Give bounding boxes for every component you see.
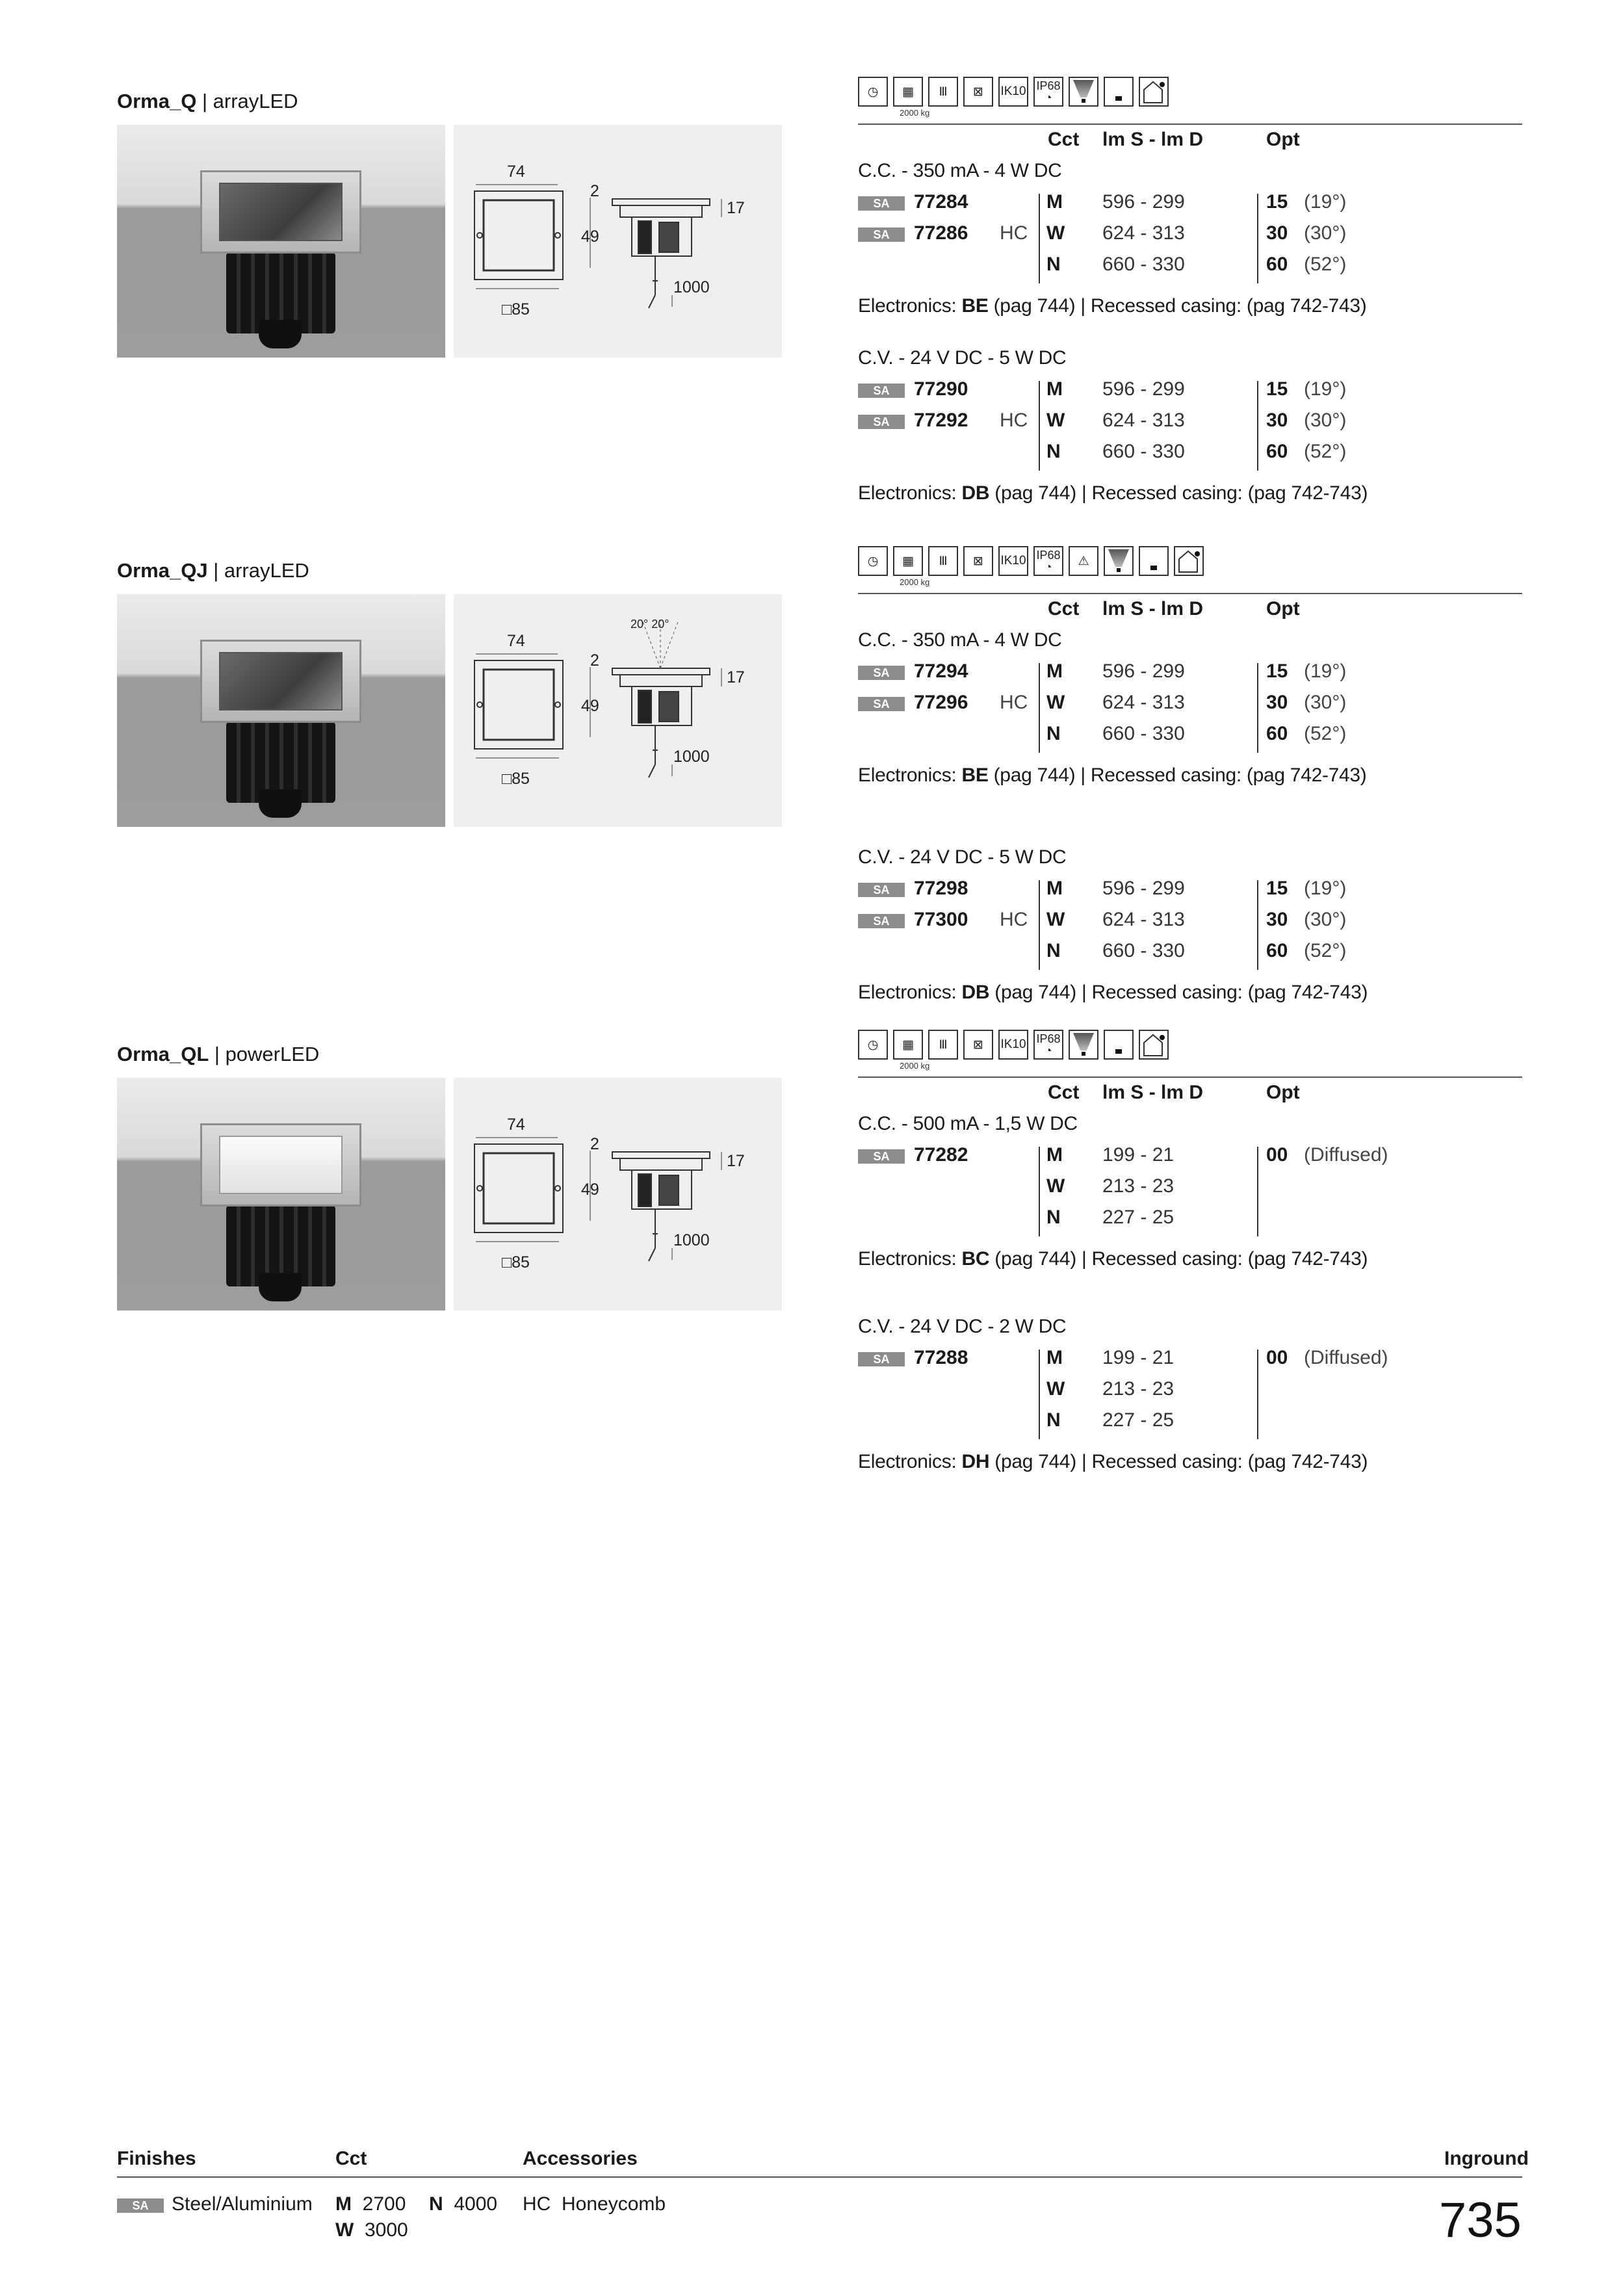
dimension-f: 17 (727, 199, 745, 217)
lumen-value: 596 - 299 (1102, 878, 1185, 899)
table-header-rule (858, 593, 1522, 594)
optic-value: 30 (1266, 692, 1288, 713)
finish-badge: SA (858, 384, 905, 398)
lumen-value: 624 - 313 (1102, 410, 1185, 431)
product-name: Orma_Q (117, 90, 197, 112)
product-photo (117, 1078, 445, 1311)
ip-icon: IP68 ◔ (1033, 546, 1063, 576)
column-optic: Opt (1266, 1082, 1300, 1103)
electronics-note: Electronics: DB (pag 744) | Recessed casing: (pag 742-743) (858, 982, 1368, 1003)
lumen-value: 213 - 23 (1102, 1378, 1175, 1400)
optic-value: 15 (1266, 378, 1288, 400)
dimension-d: □85 (502, 300, 530, 319)
load-kg-label: 2000 kg (900, 108, 930, 118)
supply-label: C.V. - 24 V DC - 2 W DC (858, 1316, 1067, 1337)
lumen-value: 660 - 330 (1102, 254, 1185, 275)
lumen-value: 660 - 330 (1102, 940, 1185, 961)
footer-cct-n: N 4000 (429, 2193, 498, 2215)
beam-angle: (19°) (1304, 878, 1347, 899)
ik-icon: IK10 (998, 546, 1028, 576)
optic-value: 60 (1266, 441, 1288, 462)
ik-icon: IK10 (998, 1030, 1028, 1060)
house-icon (1139, 1030, 1169, 1060)
dimension-w: 74 (507, 632, 525, 650)
footer-cct-label: Cct (335, 2148, 367, 2169)
lumen-value: 660 - 330 (1102, 441, 1185, 462)
electronics-note: Electronics: BE (pag 744) | Recessed casing: (pag 742-743) (858, 295, 1367, 317)
product-type: arrayLED (224, 559, 309, 582)
table-header-rule (858, 124, 1522, 125)
dimension-c: 1000 (673, 278, 710, 296)
electronics-note: Electronics: DH (pag 744) | Recessed casing: (pag 742-743) (858, 1451, 1368, 1472)
feature-icons (858, 77, 1169, 107)
honeycomb-label: HC (1000, 692, 1028, 713)
electronics-code: BE (961, 764, 989, 786)
optic-value: 15 (1266, 191, 1288, 213)
electronics-code: DB (961, 482, 990, 504)
cct-value: W (1046, 692, 1065, 713)
clock-icon: ◷ (858, 1030, 888, 1060)
cct-value: W (1046, 909, 1065, 930)
load-icon: ▦ (893, 77, 923, 107)
class-iii-icon: Ⅲ (928, 77, 958, 107)
cct-divider (1039, 381, 1040, 471)
optic-value: 15 (1266, 660, 1288, 682)
product-type: powerLED (225, 1043, 320, 1065)
cct-divider (1039, 663, 1040, 753)
product-title: Orma_QL | powerLED (117, 1043, 320, 1065)
beam-angle: (19°) (1304, 378, 1347, 400)
cct-divider (1039, 1350, 1040, 1439)
load-kg-label: 2000 kg (900, 1061, 930, 1071)
electronics-ref: (pag 744) | Recessed casing: (pag 742-743) (988, 295, 1367, 317)
column-lumen: lm S - lm D (1102, 129, 1204, 150)
load-icon: ▦ (893, 546, 923, 576)
finish-badge: SA (858, 415, 905, 429)
cct-value: M (1046, 660, 1063, 682)
honeycomb-label: HC (1000, 222, 1028, 244)
lamp-icon (1104, 546, 1134, 576)
finish-badge: SA (858, 1149, 905, 1164)
house-icon (1174, 546, 1204, 576)
product-title: Orma_Q | arrayLED (117, 90, 298, 112)
optic-value: 30 (1266, 410, 1288, 431)
lumen-value: 596 - 299 (1102, 378, 1185, 400)
lumen-value: 624 - 313 (1102, 909, 1185, 930)
cct-value: M (1046, 1347, 1063, 1368)
lumen-value: 596 - 299 (1102, 191, 1185, 213)
dimension-t: 2 (590, 651, 599, 670)
ip-icon: IP68 ◔ (1033, 1030, 1063, 1060)
electronics-ref: (pag 744) | Recessed casing: (pag 742-743) (989, 482, 1368, 504)
technical-drawing (454, 594, 782, 827)
optic-divider (1257, 1147, 1258, 1236)
optic-divider (1257, 880, 1258, 970)
honeycomb-label: HC (1000, 909, 1028, 930)
beam-angle: (Diffused) (1304, 1347, 1388, 1368)
footer-finishes-label: Finishes (117, 2148, 196, 2169)
electronics-ref: (pag 744) | Recessed casing: (pag 742-743) (989, 982, 1368, 1003)
load-icon: ▦ (893, 1030, 923, 1060)
column-lumen: lm S - lm D (1102, 598, 1204, 620)
footer-cct-w: W 3000 (335, 2219, 408, 2241)
footer-accessories-label: Accessories (523, 2148, 638, 2169)
cct-value: W (1046, 222, 1065, 244)
house-icon (1139, 77, 1169, 107)
column-cct: Cct (1048, 129, 1080, 150)
finish-badge: SA (858, 914, 905, 928)
article-code: 77292 (914, 410, 968, 431)
article-code: 77298 (914, 878, 968, 899)
cct-value: N (1046, 441, 1061, 462)
finish-badge: SA (858, 1352, 905, 1366)
cct-value: N (1046, 723, 1061, 744)
lumen-value: 624 - 313 (1102, 692, 1185, 713)
feature-icons (858, 546, 1204, 576)
finish-badge: SA (858, 196, 905, 211)
finish-badge: SA (858, 666, 905, 680)
supply-label: C.C. - 350 mA - 4 W DC (858, 160, 1062, 181)
article-code: 77288 (914, 1347, 968, 1368)
lumen-value: 199 - 21 (1102, 1347, 1175, 1368)
supply-label: C.V. - 24 V DC - 5 W DC (858, 846, 1067, 868)
lumen-value: 227 - 25 (1102, 1409, 1175, 1431)
supply-label: C.C. - 350 mA - 4 W DC (858, 629, 1062, 651)
lamp-icon (1069, 77, 1098, 107)
lumen-value: 227 - 25 (1102, 1207, 1175, 1228)
lumen-value: 199 - 21 (1102, 1144, 1175, 1166)
footer-divider (117, 2176, 1522, 2178)
ground-icon (1139, 546, 1169, 576)
cct-value: N (1046, 1207, 1061, 1228)
cct-divider (1039, 194, 1040, 283)
cct-value: N (1046, 940, 1061, 961)
beam-angle: (52°) (1304, 940, 1347, 961)
electronics-code: DB (961, 982, 990, 1003)
dimension-w: 74 (507, 163, 525, 181)
product-name: Orma_QL (117, 1043, 209, 1065)
dimension-h: 49 (581, 228, 599, 246)
cct-value: W (1046, 1175, 1065, 1197)
lamp-icon (1069, 1030, 1098, 1060)
cct-value: N (1046, 1409, 1061, 1431)
beam-angle: (30°) (1304, 909, 1347, 930)
beam-angle: (52°) (1304, 254, 1347, 275)
product-photo (117, 125, 445, 358)
product-title: Orma_QJ | arrayLED (117, 559, 309, 582)
supply-label: C.C. - 500 mA - 1,5 W DC (858, 1113, 1078, 1134)
technical-drawing (454, 125, 782, 358)
dimension-f: 17 (727, 668, 745, 686)
cct-value: M (1046, 191, 1063, 213)
cct-value: M (1046, 878, 1063, 899)
dimension-c: 1000 (673, 748, 710, 766)
electronics-ref: (pag 744) | Recessed casing: (pag 742-743) (989, 1248, 1368, 1270)
cct-value: M (1046, 1144, 1063, 1166)
electronics-code: DH (961, 1451, 990, 1472)
column-optic: Opt (1266, 129, 1300, 150)
optic-divider (1257, 194, 1258, 283)
footer-accessory: HC Honeycomb (523, 2193, 666, 2215)
product-name: Orma_QJ (117, 559, 208, 582)
optic-value: 30 (1266, 222, 1288, 244)
column-optic: Opt (1266, 598, 1300, 620)
electronics-note: Electronics: DB (pag 744) | Recessed casing: (pag 742-743) (858, 482, 1368, 504)
optic-value: 60 (1266, 254, 1288, 275)
dimension-t: 2 (590, 182, 599, 200)
class-iii-icon: Ⅲ (928, 546, 958, 576)
electronics-ref: (pag 744) | Recessed casing: (pag 742-743) (988, 764, 1367, 786)
cct-divider (1039, 880, 1040, 970)
dimension-w: 74 (507, 1115, 525, 1134)
article-code: 77286 (914, 222, 968, 244)
optic-value: 30 (1266, 909, 1288, 930)
product-photo (117, 594, 445, 827)
optic-value: 60 (1266, 940, 1288, 961)
page-number: 735 (1439, 2193, 1522, 2248)
article-code: 77294 (914, 660, 968, 682)
dimension-f: 17 (727, 1152, 745, 1170)
optic-divider (1257, 1350, 1258, 1439)
beam-angle: (30°) (1304, 692, 1347, 713)
article-code: 77284 (914, 191, 968, 213)
cct-value: W (1046, 1378, 1065, 1400)
cct-value: N (1046, 254, 1061, 275)
dimension-t: 2 (590, 1135, 599, 1153)
feature-icons (858, 1030, 1169, 1060)
cct-value: W (1046, 410, 1065, 431)
finish-badge: SA (858, 697, 905, 711)
no-cover-icon: ⊠ (963, 546, 993, 576)
lumen-value: 624 - 313 (1102, 222, 1185, 244)
ik-icon: IK10 (998, 77, 1028, 107)
no-cover-icon: ⊠ (963, 77, 993, 107)
optic-value: 00 (1266, 1144, 1288, 1166)
electronics-ref: (pag 744) | Recessed casing: (pag 742-743) (989, 1451, 1368, 1472)
beam-angle: (52°) (1304, 441, 1347, 462)
article-code: 77296 (914, 692, 968, 713)
footer-category: Inground (1444, 2148, 1529, 2169)
clock-icon: ◷ (858, 77, 888, 107)
supply-label: C.V. - 24 V DC - 5 W DC (858, 347, 1067, 369)
dimension-d: □85 (502, 770, 530, 788)
column-cct: Cct (1048, 598, 1080, 620)
ground-icon (1104, 1030, 1134, 1060)
optic-divider (1257, 381, 1258, 471)
clock-icon: ◷ (858, 546, 888, 576)
optic-divider (1257, 663, 1258, 753)
ground-icon (1104, 77, 1134, 107)
dimension-h: 49 (581, 697, 599, 715)
load-kg-label: 2000 kg (900, 577, 930, 587)
article-code: 77282 (914, 1144, 968, 1166)
beam-angle: (52°) (1304, 723, 1347, 744)
optic-value: 60 (1266, 723, 1288, 744)
table-header-rule (858, 1076, 1522, 1078)
ip-icon: IP68 ◔ (1033, 77, 1063, 107)
lumen-value: 596 - 299 (1102, 660, 1185, 682)
dimension-angles: 20° 20° (630, 618, 669, 631)
beam-angle: (30°) (1304, 222, 1347, 244)
electronics-code: BE (961, 295, 989, 317)
optic-value: 15 (1266, 878, 1288, 899)
honeycomb-label: HC (1000, 410, 1028, 431)
no-cover-icon: ⊠ (963, 1030, 993, 1060)
cct-divider (1039, 1147, 1040, 1236)
electronics-code: BC (961, 1248, 990, 1270)
lumen-value: 213 - 23 (1102, 1175, 1175, 1197)
product-type: arrayLED (213, 90, 298, 112)
article-code: 77300 (914, 909, 968, 930)
tilt-icon: ⚠ (1069, 546, 1098, 576)
class-iii-icon: Ⅲ (928, 1030, 958, 1060)
footer-sa-badge: SA (117, 2198, 164, 2213)
finish-badge: SA (858, 228, 905, 242)
technical-drawing (454, 1078, 782, 1311)
optic-value: 00 (1266, 1347, 1288, 1368)
article-code: 77290 (914, 378, 968, 400)
column-lumen: lm S - lm D (1102, 1082, 1204, 1103)
electronics-note: Electronics: BC (pag 744) | Recessed casing: (pag 742-743) (858, 1248, 1368, 1270)
column-cct: Cct (1048, 1082, 1080, 1103)
finish-badge: SA (858, 883, 905, 897)
dimension-d: □85 (502, 1253, 530, 1272)
dimension-c: 1000 (673, 1231, 710, 1249)
lumen-value: 660 - 330 (1102, 723, 1185, 744)
beam-angle: (19°) (1304, 191, 1347, 213)
electronics-note: Electronics: BE (pag 744) | Recessed casing: (pag 742-743) (858, 764, 1367, 786)
beam-angle: (30°) (1304, 410, 1347, 431)
footer-finish: Steel/Aluminium (172, 2193, 313, 2215)
beam-angle: (19°) (1304, 660, 1347, 682)
cct-value: M (1046, 378, 1063, 400)
footer-cct-m: M 2700 (335, 2193, 406, 2215)
dimension-h: 49 (581, 1181, 599, 1199)
beam-angle: (Diffused) (1304, 1144, 1388, 1166)
